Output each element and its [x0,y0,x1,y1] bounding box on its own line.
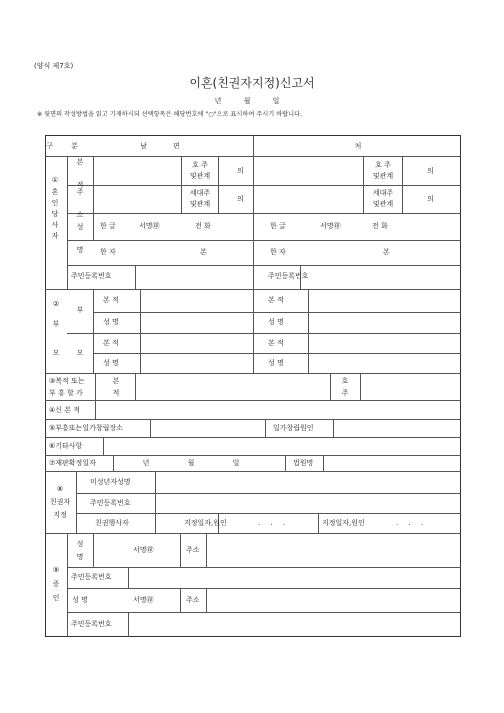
rule [206,588,207,612]
name-label: 성 명 [76,223,84,257]
rule [140,289,141,373]
rule [45,373,461,374]
rule [253,135,254,289]
rule [67,265,461,266]
page-title: 이혼(친권자지정)신고서 [189,76,315,90]
husband-sedaeju-ui: 의 [237,195,244,203]
rule [318,513,319,533]
father-husband-name: 성 명 [103,318,119,326]
section-3-jeok: 적 [112,389,120,397]
mother-husband-name: 성 명 [103,359,119,367]
rule [308,289,309,373]
rule [360,373,361,400]
wife-sign: 서명㊞ [320,222,341,230]
husband-jumin-label: 주민등록번호 [71,272,112,280]
section-3-ho: 호 [341,377,349,385]
section-6-label: ⑥기타사항 [49,442,83,450]
husband-bon: 본 [200,248,207,256]
rule [363,156,364,213]
husband-sign: 서명㊞ [139,222,160,230]
section-7-date: 년 월 일 [142,459,258,467]
section-8-label-2: 지정 [53,511,67,519]
section-5-reason: 일가창립원인 [273,424,314,432]
wife-hangeul: 한 글 [270,222,286,230]
section-3-bon: 본 [112,377,120,385]
wife-hoju-ui: 의 [427,167,434,175]
wife-hanja: 한 자 [270,248,286,256]
father-label: 부 [76,306,84,314]
rule [93,156,94,240]
rule [45,533,461,534]
wife-sedaeju-label: 세대주 [372,189,394,197]
husband-hanja: 한 자 [100,248,116,256]
section-3-ju: 주 [341,389,349,397]
wife-jumin-label: 주민등록번호 [268,272,309,280]
wife-sedaeju-relation: 및관계 [372,200,394,208]
date-line: 년 월 일 [214,97,290,105]
rule [76,493,461,494]
wife-designation-date: 지정일자,원인 [322,519,365,527]
wife-date-dots: . . . [396,519,428,527]
section-2-num: ② [52,300,60,308]
section-1-label: ①혼인당사자 [51,176,59,243]
rule [323,455,324,471]
section-2-mo-left: 모 [52,349,60,357]
rule [103,437,104,455]
bonjeok-label: 본 적 [76,158,84,192]
rule [128,612,129,637]
rule [155,471,156,533]
husband-hoju-relation: 및관계 [189,172,211,180]
section-8-num: ⑧ [56,485,64,493]
husband-sedaeju-label: 세대주 [189,189,211,197]
wife-bon: 본 [383,248,390,256]
rule [330,373,331,400]
rule [67,612,461,613]
rule [265,419,266,437]
section-7-court: 법원명 [293,459,314,467]
wife-phone: 전 화 [372,222,388,230]
rule [402,156,403,213]
witness1-seong: 성 [76,540,84,548]
col-husband: 남 편 [140,142,192,150]
custodian-label: 친권행사자 [95,519,129,527]
rule [93,533,94,567]
juso-label: 주 소 [76,188,84,222]
rule [95,400,96,419]
witness1-jumin-label: 주민등록번호 [71,573,112,581]
husband-date-dots: . . . [258,519,290,527]
father-wife-name: 성 명 [268,318,284,326]
mother-wife-name: 성 명 [268,359,284,367]
section-4-label: ④신 본 적 [49,406,81,414]
section-7-label: ⑦재판확정일자 [49,459,96,467]
witness1-address-label: 주소 [186,546,200,554]
col-gubun: 구 분 [46,142,86,150]
section-5-label: ⑤부흥또는일가창립장소 [49,424,123,432]
section-9-in: 인 [52,594,60,602]
section-3-label-1: ③복적 또는 [49,377,85,385]
rule [253,289,254,373]
witness1-myeong: 명 [76,553,84,561]
mother-label: 모 [76,349,84,357]
rule [150,419,151,437]
rule [76,471,77,533]
rule [93,289,94,373]
wife-hoju-relation: 및관계 [372,172,394,180]
father-wife-bonjeok: 본 적 [268,296,284,304]
mother-husband-bonjeok: 본 적 [103,339,119,347]
wife-sedaeju-ui: 의 [427,195,434,203]
section-3-label-2: 부 흥 할 가 [49,389,83,397]
rule [333,419,334,437]
witness2-jumin-label: 주민등록번호 [71,620,112,628]
rule [45,419,461,420]
rule [181,156,182,213]
rule [45,400,461,401]
section-8-label-1: 친권자 [49,498,71,506]
rule [285,455,286,471]
rule [93,353,461,354]
minor-jumin-label: 주민등록번호 [90,499,131,507]
section-9-num: ⑨ [52,566,60,574]
husband-phone: 전 화 [195,222,211,230]
rule [45,455,461,456]
notice-text: ※ 뒷면의 작성방법을 읽고 기재하시되 선택항목은 해당번호에 "○"으로 표시하여 주시기 바랍니다. [37,111,303,118]
witness1-sign: 서명㊞ [133,546,154,554]
witness2-address-label: 주소 [186,596,200,604]
rule [180,533,181,567]
rule [67,240,461,241]
rule [135,265,136,289]
rule [113,455,114,471]
rule [93,312,461,313]
form-number: (양식 제7호) [34,62,74,70]
witness2-sign: 서명㊞ [133,596,154,604]
rule [67,533,68,637]
witness2-name-label: 성 명 [72,596,88,604]
col-wife: 처 [354,142,362,150]
section-9-jeung: 증 [52,580,60,588]
rule [67,333,461,334]
rule [67,213,461,214]
mother-wife-bonjeok: 본 적 [268,339,284,347]
rule [218,156,219,213]
rule [67,156,68,289]
rule [76,513,461,514]
husband-hoju-ui: 의 [237,167,244,175]
minor-name-label: 미성년자성명 [90,478,131,486]
rule [95,373,96,400]
wife-hoju-label: 호 주 [375,161,391,169]
husband-designation-date: 지정일자,원인 [184,519,227,527]
rule [45,437,461,438]
rule [45,471,461,472]
rule [128,567,129,588]
husband-sedaeju-relation: 및관계 [189,200,211,208]
husband-hoju-label: 호 주 [192,161,208,169]
rule [180,588,181,612]
father-husband-bonjeok: 본 적 [103,296,119,304]
husband-hangeul: 한 글 [100,222,116,230]
rule [67,567,461,568]
rule [206,533,207,567]
section-2-bu-left: 부 [52,320,60,328]
rule [67,588,461,589]
rule [135,373,136,400]
